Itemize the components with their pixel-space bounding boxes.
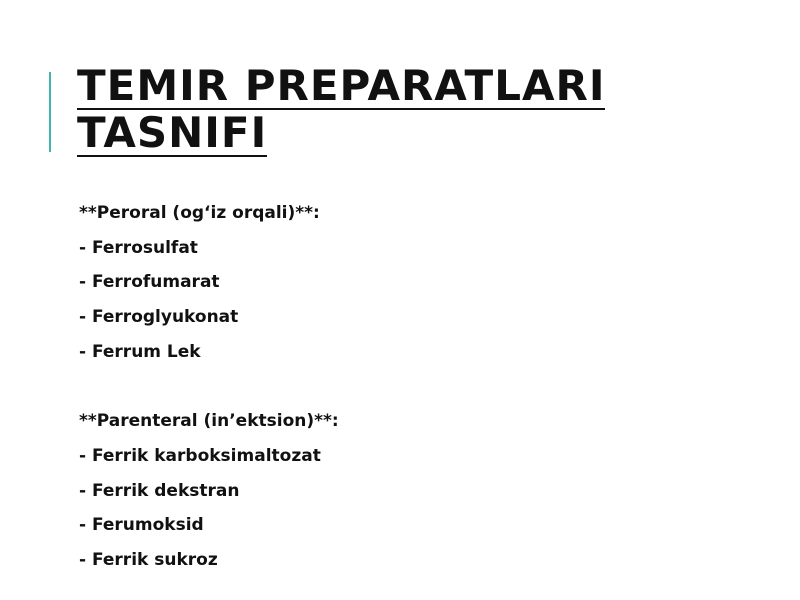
list-item: - Ferrik sukroz [79,549,218,570]
blank-line [79,376,759,396]
slide-title [77,63,777,157]
list-item: - Ferroglyukonat [79,307,239,328]
title-accent-bar [49,72,51,152]
list-item: - Ferrik karboksimaltozat [79,445,321,466]
section-heading-parenteral: **Parenteral (in’ektsion)**: [79,411,339,432]
list-item: - Ferrum Lek [79,341,201,362]
list-item: - Ferumoksid [79,515,204,536]
list-item: - Ferrofumarat [79,272,220,293]
list-item: - Ferrosulfat [79,237,198,258]
section-heading-peroral: **Peroral (og‘iz orqali)**: [79,203,320,223]
title-line-2: TASNIFI [77,108,268,157]
list-item: - Ferrik dekstran [79,480,240,501]
title-line-1: TEMIR PREPARATLARI [77,61,606,110]
content-list [79,203,759,585]
